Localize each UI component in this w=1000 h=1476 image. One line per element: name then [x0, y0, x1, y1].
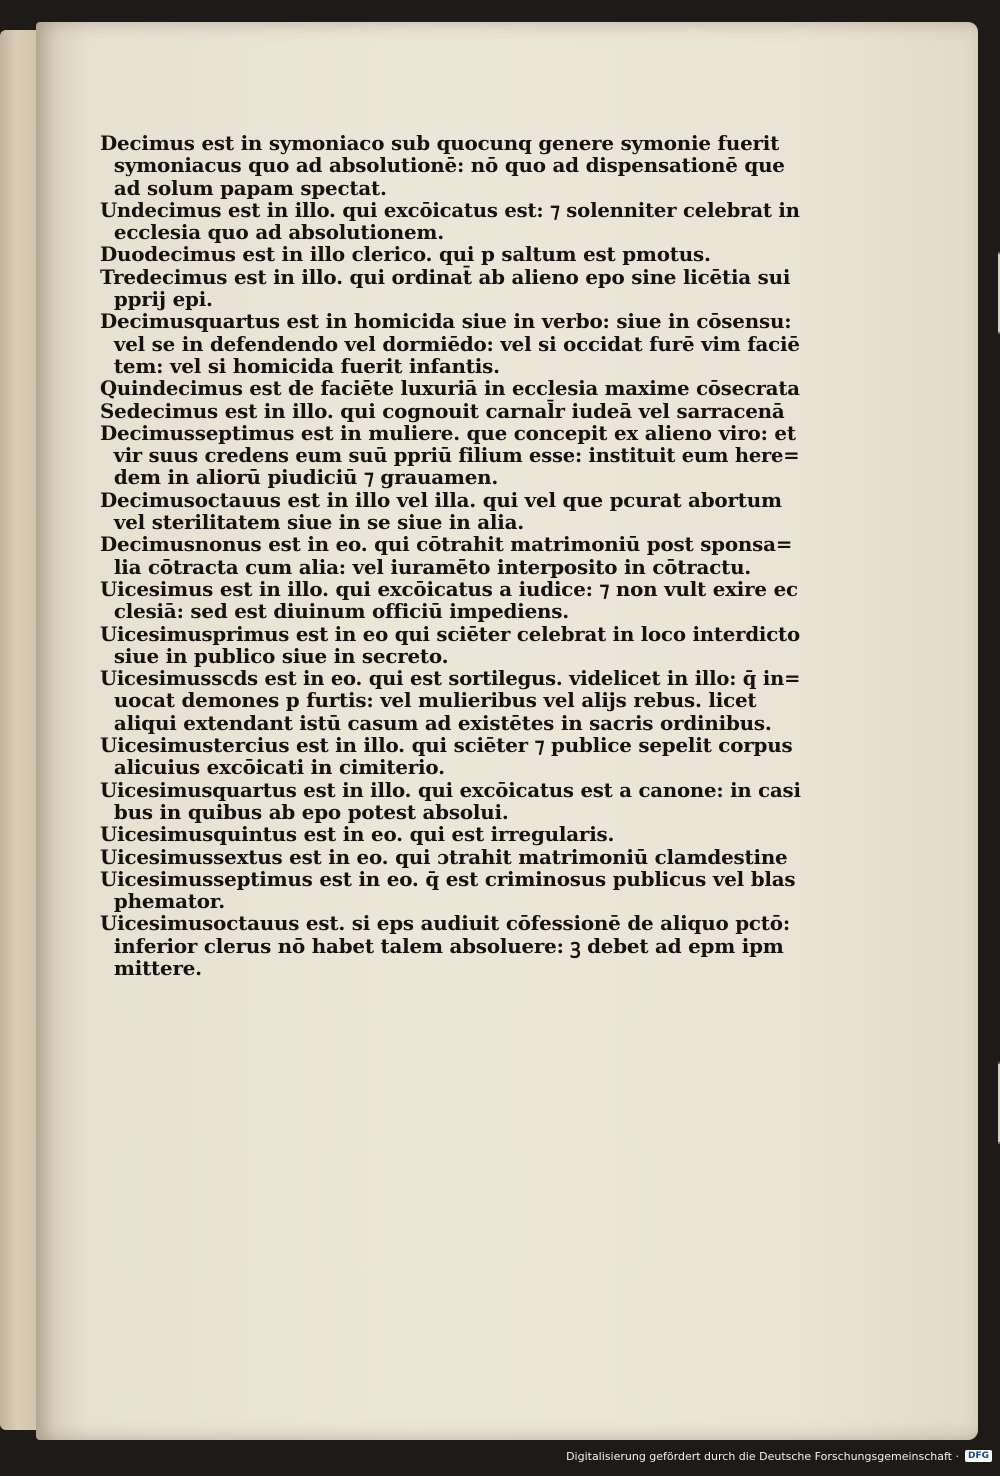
- facing-page-edge: [0, 30, 41, 1430]
- text-line: Decimusseptimus est in muliere. que concepit ex alieno viro: et: [100, 420, 796, 445]
- text-line: Uicesimusprimus est in eo qui sciēter celebrat in loco interdicto: [100, 621, 800, 646]
- text-line: Uicesimus est in illo. qui excōicatus a iudice: ⁊ non vult exire ec: [100, 576, 798, 601]
- text-line: symoniacus quo ad absolutionē: nō quo ad dispensationē que: [113, 153, 785, 178]
- text-line: Quindecimus est de faciēte luxuriā in ecclesia maxime cōsecrata: [100, 376, 800, 401]
- footer: [566, 1446, 992, 1466]
- text-line: Undecimus est in illo. qui excōicatus est: ⁊ solenniter celebrat in: [100, 197, 800, 222]
- text-line: dem in aliorū piudiciū ⁊ grauamen.: [113, 465, 499, 490]
- text-line: uocat demones p furtis: vel mulieribus vel alijs rebus. licet: [113, 688, 757, 713]
- text-line: Decimusnonus est in eo. qui cōtrahit matrimoniū post sponsa=: [100, 532, 793, 557]
- text-line: pprij epi.: [113, 287, 213, 312]
- page-text-block: [100, 132, 805, 979]
- funding-notice: Digitalisierung gefördert durch die Deutsche Forschungsgemeinschaft ·: [566, 1449, 959, 1463]
- text-line: vir suus credens eum suū ppriū filium esse: instituit eum here=: [113, 443, 800, 468]
- text-line: vel se in defendendo vel dormiēdo: vel si occidat furē vim faciē: [113, 331, 800, 356]
- text-line: Uicesimustercius est in illo. qui sciēter ⁊ publice sepelit corpus: [100, 733, 793, 758]
- text-line: Uicesimusscds est in eo. qui est sortilegus. videlicet in illo: q̄ in=: [100, 666, 801, 691]
- text-line: vel sterilitatem siue in se siue in alia.: [113, 510, 524, 535]
- text-line: inferior clerus nō habet talem absoluere: ꝫ debet ad epm ipm: [113, 933, 784, 958]
- dfg-logo: DFG: [965, 1450, 992, 1462]
- text-line: Decimusquartus est in homicida siue in verbo: siue in cōsensu:: [100, 309, 792, 334]
- text-line: Sedecimus est in illo. qui cognouit carnal̄r iudeā vel sarracenā: [100, 398, 785, 423]
- text-line: mittere.: [113, 955, 202, 980]
- text-line: Duodecimus est in illo clerico. qui p saltum est pmotus.: [100, 242, 711, 267]
- text-line: aliqui extendant istū casum ad existētes in sacris ordinibus.: [113, 710, 772, 735]
- text-line: Tredecimus est in illo. qui ordinat̄ ab alieno epo sine licētia sui: [100, 264, 791, 289]
- text-line: lia cōtracta cum alia: vel iuramēto interposito in cōtractu.: [113, 554, 752, 579]
- text-line: tem: vel si homicida fuerit infantis.: [113, 353, 500, 378]
- text-line: phemator.: [113, 889, 225, 914]
- text-line: Decimusoctauus est in illo vel illa. qui vel que pcurat abortum: [100, 487, 782, 512]
- text-line: Decimus est in symoniaco sub quocunq genere symonie fuerit: [100, 131, 780, 155]
- text-line: ad solum papam spectat.: [113, 175, 387, 200]
- text-line: alicuius excōicati in cimiterio.: [113, 755, 445, 780]
- text-line: Uicesimusquartus est in illo. qui excōicatus est a canone: in casi: [100, 777, 801, 802]
- text-line: siue in publico siue in secreto.: [113, 643, 449, 668]
- text-line: Uicesimusseptimus est in eo. q̄ est criminosus publicus vel blas: [100, 866, 796, 891]
- text-line: clesiā: sed est diuinum officiū impediens.: [113, 599, 569, 624]
- text-line: Uicesimusquintus est in eo. qui est irregularis.: [100, 822, 615, 847]
- text-line: ecclesia quo ad absolutionem.: [113, 220, 444, 245]
- text-line: bus in quibus ab epo potest absolui.: [113, 799, 509, 824]
- text-line: Uicesimussextus est in eo. qui ɔtrahit matrimoniū clamdestine: [100, 844, 788, 869]
- text-line: Uicesimusoctauus est. si eps audiuit cōfessionē de aliquo pctō:: [100, 911, 790, 936]
